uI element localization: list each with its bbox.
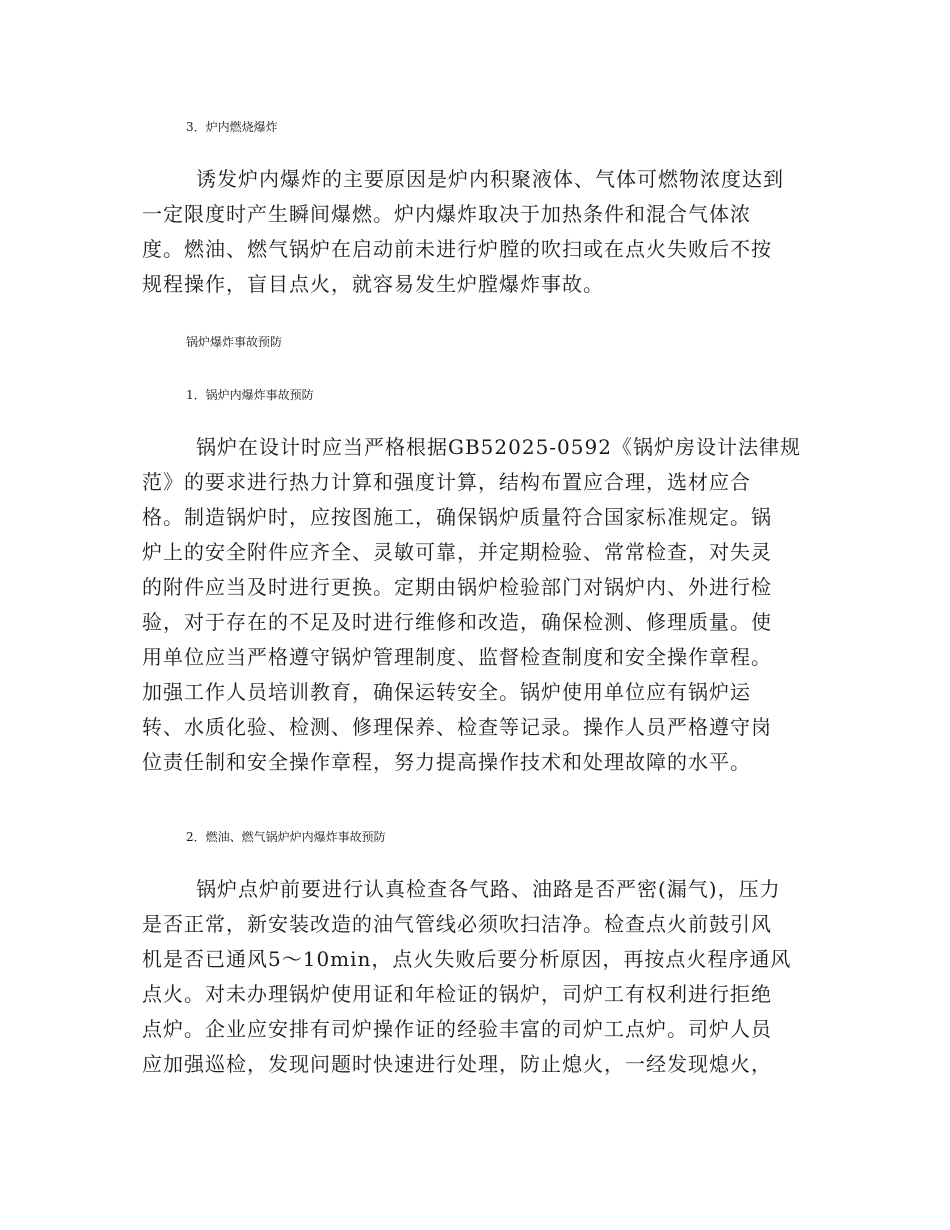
paragraph-2 (142, 430, 806, 780)
paragraph-line: 锅炉在设计时应当严格根据GB52025-0592《锅炉房设计法律规 (196, 435, 801, 459)
paragraph-line: 点炉。企业应安排有司炉操作证的经验丰富的司炉工点炉。司炉人员 (142, 1017, 772, 1041)
paragraph-line: 度。燃油、燃气锅炉在启动前未进行炉膛的吹扫或在点火失败后不按 (142, 237, 772, 261)
paragraph-line: 格。制造锅炉时，应按图施工，确保锅炉质量符合国家标准规定。锅 (142, 505, 772, 529)
paragraph-line: 的附件应当及时进行更换。定期由锅炉检验部门对锅炉内、外进行检 (142, 575, 772, 599)
paragraph-line: 位责任制和安全操作章程，努力提高操作技术和处理故障的水平。 (142, 750, 751, 774)
paragraph-line: 一定限度时产生瞬间爆燃。炉内爆炸取决于加热条件和混合气体浓 (142, 202, 751, 226)
paragraph-3 (142, 872, 806, 1082)
subsection-heading-2: 2．燃油、燃气锅炉炉内爆炸事故预防 (186, 830, 386, 844)
paragraph-line: 是否正常，新安装改造的油气管线必须吹扫洁净。检查点火前鼓引风 (142, 912, 772, 936)
paragraph-line: 规程操作，盲目点火，就容易发生炉膛爆炸事故。 (142, 272, 604, 296)
paragraph-line: 转、水质化验、检测、修理保养、检查等记录。操作人员严格遵守岗 (142, 715, 772, 739)
paragraph-line: 锅炉点炉前要进行认真检查各气路、油路是否严密(漏气)，压力 (196, 877, 781, 901)
subsection-heading-1: 1．锅炉内爆炸事故预防 (186, 388, 314, 402)
paragraph-line: 机是否已通风5～10min，点火失败后要分析原因，再按点火程序通风 (142, 947, 792, 971)
paragraph-1 (142, 162, 806, 302)
paragraph-line: 用单位应当严格遵守锅炉管理制度、监督检查制度和安全操作章程。 (142, 645, 772, 669)
paragraph-line: 点火。对未办理锅炉使用证和年检证的锅炉，司炉工有权利进行拒绝 (142, 982, 772, 1006)
paragraph-line: 应加强巡检，发现问题时快速进行处理，防止熄火，一经发现熄火， (142, 1052, 772, 1076)
paragraph-line: 范》的要求进行热力计算和强度计算，结构布置应合理，选材应合 (142, 470, 751, 494)
paragraph-line: 加强工作人员培训教育，确保运转安全。锅炉使用单位应有锅炉运 (142, 680, 751, 704)
paragraph-line: 验，对于存在的不足及时进行维修和改造，确保检测、修理质量。使 (142, 610, 772, 634)
paragraph-line: 炉上的安全附件应齐全、灵敏可靠，并定期检验、常常检查，对失灵 (142, 540, 772, 564)
paragraph-line: 诱发炉内爆炸的主要原因是炉内积聚液体、气体可燃物浓度达到 (196, 167, 784, 191)
prevention-heading: 锅炉爆炸事故预防 (186, 335, 283, 349)
section-heading-3: 3．炉内燃烧爆炸 (186, 120, 278, 134)
